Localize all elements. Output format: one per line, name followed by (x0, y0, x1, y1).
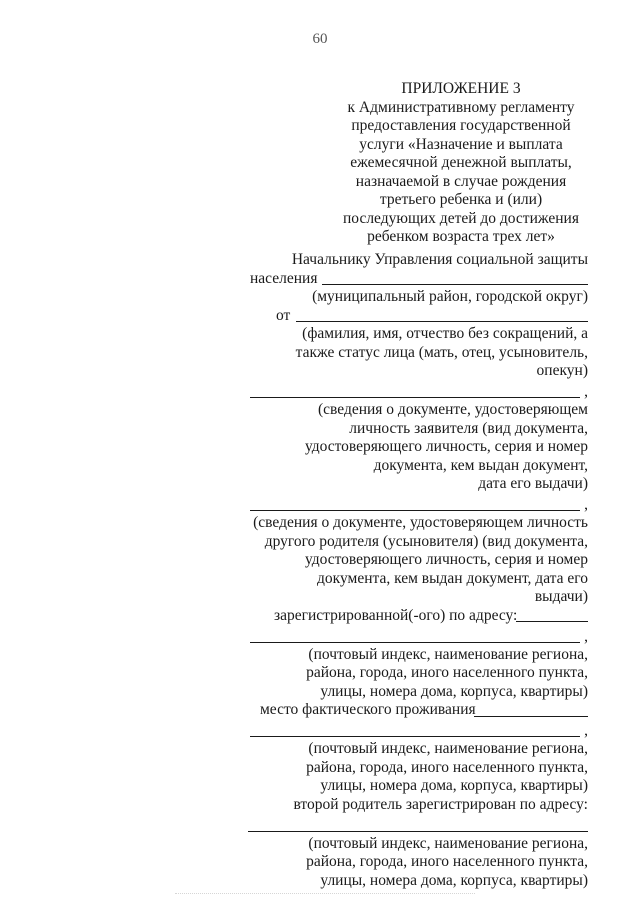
address-hint-line: (почтовый индекс, наименование региона, (308, 740, 588, 757)
addressee-line: Начальнику Управления социальной защиты (291, 251, 588, 268)
address-hint-line: района, города, иного населенного пункта, (306, 758, 588, 776)
applicant-doc-hint-line: (сведения о документе, удостоверяющем (318, 401, 588, 418)
appendix-line: назначаемой в случае рождения (355, 172, 567, 190)
appendix-title: ПРИЛОЖЕНИЕ 3 (401, 80, 521, 97)
registered-address-row (248, 627, 588, 646)
second-parent-address-blank[interactable] (248, 831, 588, 832)
appendix-line: третьего ребенка и (или) (379, 191, 543, 208)
applicant-doc-blank[interactable] (250, 397, 580, 398)
address-hint-line: улицы, номера дома, корпуса, квартиры) (320, 682, 588, 700)
other-parent-doc-hint-line: выдачи) (534, 588, 588, 605)
appendix-heading-block (330, 80, 592, 247)
other-parent-doc-row (248, 496, 588, 515)
registered-address-blank-start[interactable] (516, 621, 588, 622)
applicant-name-blank[interactable] (296, 321, 588, 322)
applicant-doc-hint-line: удостоверяющего личность, серия и номер (304, 438, 588, 455)
registered-address-blank[interactable] (250, 642, 580, 643)
applicant-doc-row (248, 383, 588, 402)
appendix-line: к Административному регламенту (347, 98, 575, 116)
from-row (248, 307, 588, 326)
applicant-hint-line: опекун) (536, 362, 588, 379)
municipality-hint: (муниципальный район, городской округ) (312, 288, 588, 305)
residence-address-blank[interactable] (250, 736, 580, 737)
address-hint-line: (почтовый индекс, наименование региона, (308, 834, 588, 852)
other-parent-doc-blank[interactable] (250, 510, 580, 511)
comma: , (584, 383, 588, 400)
address-hint-line: улицы, номера дома, корпуса, квартиры) (320, 871, 588, 889)
comma: , (584, 722, 588, 739)
applicant-doc-hint-line: документа, кем выдан документ, (373, 456, 588, 474)
second-parent-address-row (248, 816, 588, 835)
registered-label: зарегистрированной(-ого) по адресу: (274, 606, 518, 624)
other-parent-doc-hint-line: (сведения о документе, удостоверяющем личность (253, 514, 588, 531)
appendix-line: последующих детей до достижения (343, 209, 579, 227)
residence-label: место фактического проживания (260, 701, 476, 718)
residence-address-row (248, 722, 588, 741)
second-parent-label: второй родитель зарегистрирован по адресу: (293, 795, 588, 813)
population-label: населения (250, 269, 318, 287)
address-hint-line: района, города, иного населенного пункта, (306, 853, 588, 870)
page-number: 60 (312, 31, 328, 47)
applicant-doc-hint-line: дата его выдачи) (478, 475, 588, 492)
municipality-blank[interactable] (322, 284, 588, 285)
applicant-hint-line: также статус лица (мать, отец, усыновитель, (295, 343, 588, 361)
comma: , (584, 627, 588, 645)
applicant-hint-line: (фамилия, имя, отчество без сокращений, а (302, 325, 588, 342)
address-hint-line: улицы, номера дома, корпуса, квартиры) (320, 777, 588, 794)
comma: , (584, 496, 588, 513)
population-row (248, 270, 588, 289)
other-parent-doc-hint-line: удостоверяющего личность, серия и номер (304, 551, 588, 568)
residence-address-blank-start[interactable] (474, 716, 588, 717)
appendix-line: предоставления государственной (351, 117, 571, 134)
scan-footer-dots (175, 889, 475, 894)
other-parent-doc-hint-line: другого родителя (усыновителя) (вид документа, (264, 532, 588, 550)
application-form-header (248, 251, 588, 890)
other-parent-doc-hint-line: документа, кем выдан документ, дата его (317, 569, 588, 587)
registered-row (248, 607, 588, 626)
from-label: от (276, 306, 291, 324)
address-hint-line: (почтовый индекс, наименование региона, (308, 645, 588, 663)
appendix-line: услуги «Назначение и выплата (359, 135, 563, 153)
applicant-doc-hint-line: личность заявителя (вид документа, (349, 419, 588, 437)
appendix-line: ежемесячной денежной выплаты, (350, 154, 572, 171)
appendix-line: ребенком возраста трех лет» (367, 228, 555, 245)
residence-row (248, 701, 588, 720)
address-hint-line: района, города, иного населенного пункта, (306, 664, 588, 681)
